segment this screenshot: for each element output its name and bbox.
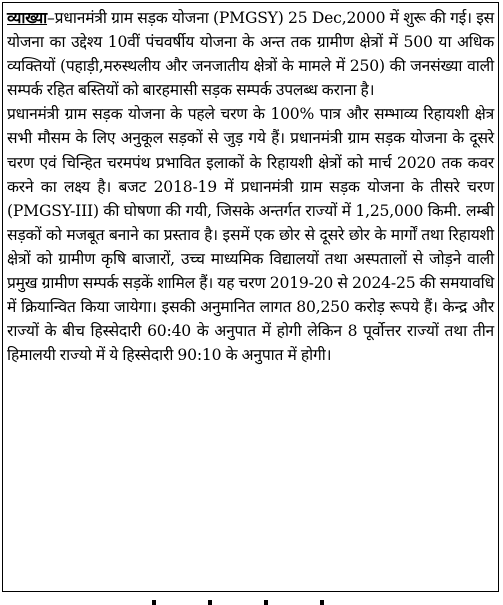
- heading-separator: –: [47, 9, 55, 27]
- explanation-heading: व्याख्या: [7, 8, 48, 27]
- cropped-glyph: [320, 600, 324, 605]
- explanation-paragraph-2: प्रधानमंत्री ग्राम सड़क योजना के पहले चरण के 100% पात्र और सम्भाव्य रिहायशी क्षेत्र सभी मौसम के लिए अनुकूल सड़कों से जुड़ गये हैं। प्रधानमंत्री ग्राम सड़क योजना के दूसरे चरण एवं चिन्हित चरमपंथ प्रभावित इलाकों के रिहायशी क्षेत्रों को मार्च 2020 तक कवर करने का लक्ष्य है। बजट 2018-19 में प्रधानमंत्री ग्राम सड़क योजना के तीसरे चरण (PMGSY-III) की घोषणा की गयी, जिसके अन्तर्गत राज्यों में 1,25,000 किमी. लम्बी सड़कों को मजबूत बनाने का प्रस्ताव है। इसमें एक छोर से दूसरे छोर के मार्गों तथा रिहायशी क्षेत्रों को ग्रामीण कृषि बाजारों, उच्च माध्यमिक विद्यालयों तथा अस्पतालों से जोड़ने वाली प्रमुख ग्रामीण सम्पर्क सड़कें शामिल हैं। यह चरण 2019-20 से 2024-25 की समयावधि में क्रियान्वित किया जायेगा। इसकी अनुमानित लागत 80,250 करोड़ रूपये हैं। केन्द्र और राज्यों के बीच हिस्सेदारी 60:40 के अनुपात में होगी लेकिन 8 पूर्वोत्तर राज्यों तथा तीन हिमालयी राज्यो में ये हिस्सेदारी 90:10 के अनुपात में होगी।: [7, 105, 494, 365]
- cropped-glyph: [152, 600, 156, 605]
- cropped-glyph: [208, 600, 212, 605]
- cropped-next-line: [2, 598, 499, 605]
- cropped-glyph: [264, 600, 268, 605]
- explanation-box: [2, 2, 499, 592]
- explanation-paragraph-1: [7, 6, 494, 102]
- paragraph-1-text: प्रधानमंत्री ग्राम सड़क योजना (PMGSY) 25 Dec,2000 में शुरू की गई। इस योजना का उद्देश्य 10वीं पंचवर्षीय योजना के अन्त तक ग्रामीण क्षेत्रों में 500 या अधिक व्यक्तियों (पहाड़ी,मरुस्थलीय और जनजातीय क्षेत्रों के मामले में 250) की जनसंख्या वाली सम्पर्क रहित बस्तियों को बारहमासी सड़क सम्पर्क उपलब्ध कराना है।: [7, 9, 494, 100]
